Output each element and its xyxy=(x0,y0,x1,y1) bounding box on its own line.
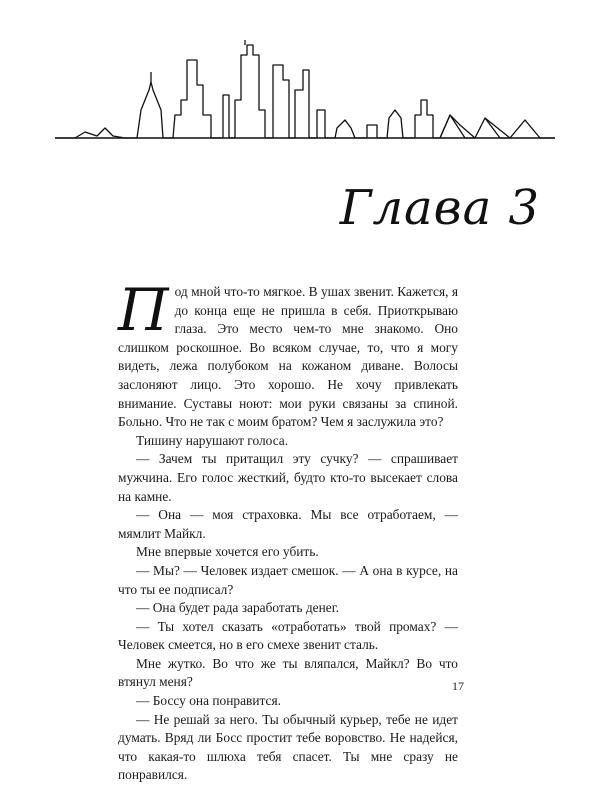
paragraph: — Боссу она понравится. xyxy=(136,693,281,709)
paragraph: — Зачем ты притащил эту сучку? — спрашивает мужчина. Его голос жесткий, будто кто-то высекает слова на камне. xyxy=(118,451,458,504)
paragraph: — Она будет рада заработать денег. xyxy=(136,600,340,616)
chapter-text xyxy=(118,276,458,785)
paragraph: Тишину нарушают голоса. xyxy=(136,432,289,448)
paragraph: Мне жутко. Во что же ты вляпался, Майкл? Во что втянул меня? xyxy=(118,655,458,690)
paragraph: — Ты хотел сказать «отработать» твой промах? — Человек смеется, но в его смехе звенит сталь. xyxy=(118,618,458,653)
page-number: 17 xyxy=(452,679,464,693)
drop-cap: П xyxy=(118,276,169,344)
chapter-title: Глава 3 xyxy=(339,180,540,236)
paragraph: — Мы? — Человек издает смешок. — А она в курсе, на что ты ее подписал? xyxy=(118,562,458,597)
paragraph: — Она — моя страховка. Мы все отработаем, — мямлит Майкл. xyxy=(118,507,458,541)
first-paragraph xyxy=(118,276,458,432)
city-skyline-illustration xyxy=(55,40,555,150)
paragraph: — Не решай за него. Ты обычный курьер, тебе не идет думать. Вряд ли Босс простит тебе воровство. Не надейся, что какая-то шлюха тебя спасет. Ты мне сразу не понравился. xyxy=(118,711,458,783)
paragraph: Мне впервые хочется его убить. xyxy=(136,544,319,560)
first-paragraph-text: од мной что-то мягкое. В ушах звенит. Кажется, я до конца еще не пришла в себя. Приоткрываю глаза. Это место чем-то мне знакомо. Оно слишком роскошное. Во всяком случае, то, что я могу видеть, лежа полубоком на кожаном диване. Волосы заслоняют лицо. Это хорошо. Не хочу привлекать внимание. Суставы ноют: мои руки связаны за спиной. Больно. Что не так с моим братом? Чем я заслужила это? xyxy=(118,284,458,430)
